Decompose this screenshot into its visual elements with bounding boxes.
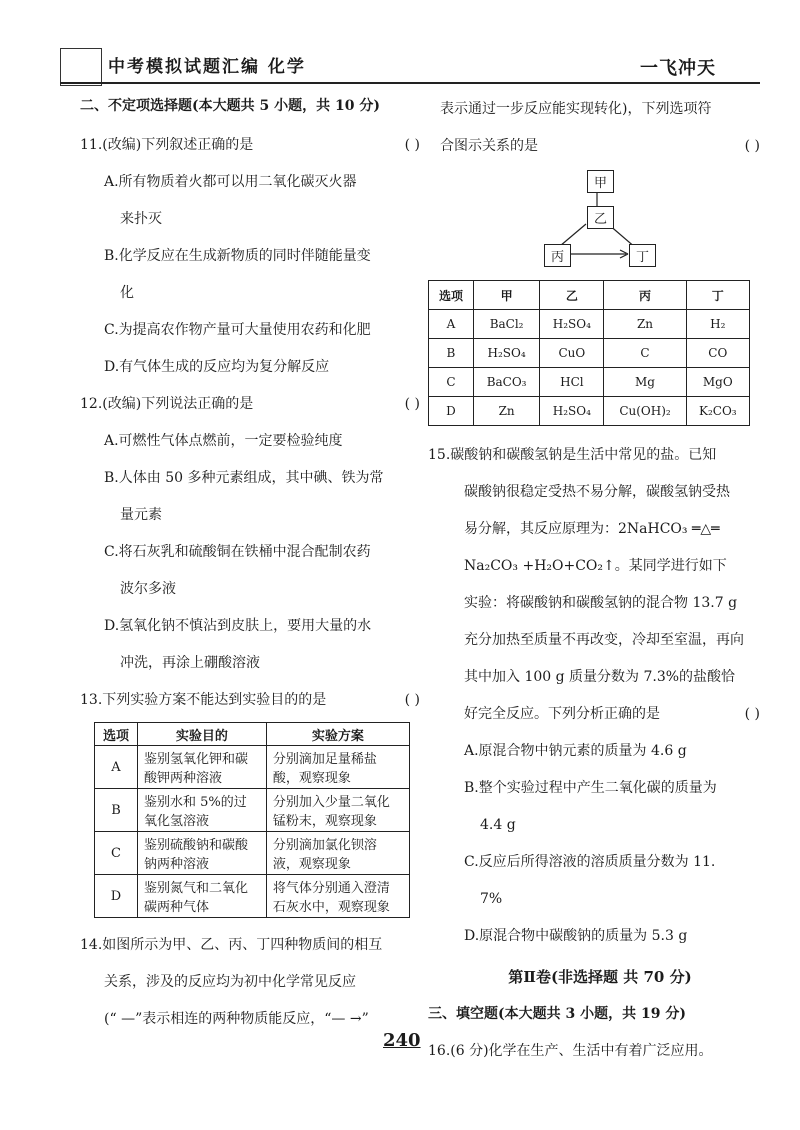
q12-stem: 12.(改编)下列说法正确的是 bbox=[80, 396, 254, 412]
q13-table-header bbox=[95, 723, 410, 746]
table-cell: MgO bbox=[686, 368, 749, 397]
q13-goal-cont: 氧化氢溶液 bbox=[144, 814, 210, 829]
q13-goal-cont: 碳两种气体 bbox=[144, 900, 210, 915]
q11-option-c: C.为提高农作物产量可大量使用农药和化肥 bbox=[104, 322, 371, 338]
table-row bbox=[429, 339, 750, 368]
question-12 bbox=[80, 389, 420, 679]
table-row bbox=[95, 875, 410, 918]
q11-option-b: B.化学反应在生成新物质的同时伴随能量变 bbox=[104, 248, 371, 264]
table-cell: BaCO₃ bbox=[473, 368, 539, 397]
q13-goal-cont: 钠两种溶液 bbox=[144, 857, 210, 872]
diagram-node-bing: 丙 bbox=[544, 244, 571, 267]
q13-plan: 将气体分别通入澄清 bbox=[272, 881, 390, 896]
diagram-node-jia: 甲 bbox=[587, 170, 614, 193]
q15-line-7: 其中加入 100 g 质量分数为 7.3%的盐酸恰 bbox=[464, 669, 736, 685]
q14-line-2: 关系，涉及的反应均为初中化学常见反应 bbox=[104, 974, 356, 990]
q12-option-a: A.可燃性气体点燃前，一定要检验纯度 bbox=[104, 433, 343, 449]
q12-option-d-cont: 冲洗，再涂上硼酸溶液 bbox=[120, 655, 260, 671]
q15-line-8: 好完全反应。下列分析正确的是 bbox=[464, 706, 660, 722]
q13-goal: 鉴别水和 5%的过 bbox=[144, 795, 247, 810]
q11-stem: 11.(改编)下列叙述正确的是 bbox=[80, 137, 254, 153]
section-2-title: 二、不定项选择题(本大题共 5 小题，共 10 分) bbox=[80, 98, 380, 114]
table-cell: A bbox=[429, 310, 474, 339]
table-cell: C bbox=[604, 339, 686, 368]
q15-line-2: 碳酸钠很稳定受热不易分解，碳酸氢钠受热 bbox=[464, 484, 730, 500]
table-row bbox=[429, 310, 750, 339]
q15-line-5: 实验：将碳酸钠和碳酸氢钠的混合物 13.7 g bbox=[464, 595, 738, 611]
q13-plan-cont: 酸，观察现象 bbox=[272, 771, 351, 786]
q13-goal: 鉴别硫酸钠和碳酸 bbox=[144, 838, 249, 853]
left-column bbox=[80, 94, 420, 1041]
q14-header-bing: 丙 bbox=[604, 281, 686, 310]
q12-option-c: C.将石灰乳和硫酸铜在铁桶中混合配制农药 bbox=[104, 544, 371, 560]
q13-plan-cont: 液，观察现象 bbox=[272, 857, 351, 872]
q14-answer-bracket: ( ) bbox=[744, 138, 760, 154]
table-row bbox=[429, 397, 750, 426]
q11-option-a-cont: 来扑灭 bbox=[120, 211, 162, 227]
q15-option-c: C.反应后所得溶液的溶质质量分数为 11. bbox=[464, 854, 716, 870]
table-cell: CuO bbox=[540, 339, 604, 368]
q14-line-4: 表示通过一步反应能实现转化)，下列选项符 bbox=[440, 101, 712, 117]
table-cell: H₂SO₄ bbox=[540, 310, 604, 339]
q13-row-option: A bbox=[95, 746, 138, 789]
table-cell: HCl bbox=[540, 368, 604, 397]
q14-line-1: 14.如图所示为甲、乙、丙、丁四种物质间的相互 bbox=[80, 937, 383, 953]
q12-option-c-cont: 波尔多液 bbox=[120, 581, 176, 597]
q13-goal: 鉴别氢氧化钾和碳 bbox=[144, 752, 249, 767]
table-cell: Cu(OH)₂ bbox=[604, 397, 686, 426]
q15-option-d: D.原混合物中碳酸钠的质量为 5.3 g bbox=[464, 928, 688, 944]
q12-option-d: D.氢氧化钠不慎沾到皮肤上，要用大量的水 bbox=[104, 618, 372, 634]
diagram-node-yi: 乙 bbox=[587, 206, 614, 229]
table-cell: C bbox=[429, 368, 474, 397]
right-column bbox=[428, 94, 760, 1073]
page-number: 240 bbox=[383, 1030, 421, 1051]
q14-table-header bbox=[429, 281, 750, 310]
q13-plan: 分别滴加足量稀盐 bbox=[272, 752, 377, 767]
q14-header-jia: 甲 bbox=[473, 281, 539, 310]
header-brand: 一飞冲天 bbox=[640, 58, 716, 79]
q14-diagram bbox=[440, 168, 760, 280]
section-3-title: 三、填空题(本大题共 3 小题，共 19 分) bbox=[428, 1006, 686, 1022]
table-row bbox=[95, 832, 410, 875]
table-cell: K₂CO₃ bbox=[686, 397, 749, 426]
table-cell: H₂SO₄ bbox=[473, 339, 539, 368]
q13-plan: 分别滴加氯化钡溶 bbox=[272, 838, 377, 853]
table-cell: Zn bbox=[604, 310, 686, 339]
q13-answer-bracket: ( ) bbox=[404, 692, 420, 708]
q13-header-option: 选项 bbox=[95, 723, 138, 746]
q14-line-5: 合图示关系的是 bbox=[440, 138, 538, 154]
q13-row-option: D bbox=[95, 875, 138, 918]
q13-header-plan: 实验方案 bbox=[266, 723, 409, 746]
header-logo bbox=[60, 48, 102, 86]
table-cell: H₂SO₄ bbox=[540, 397, 604, 426]
q15-line-4: Na₂CO₃ +H₂O+CO₂↑。某同学进行如下 bbox=[464, 558, 727, 574]
question-11 bbox=[80, 130, 420, 383]
table-cell: D bbox=[429, 397, 474, 426]
question-14-start bbox=[80, 930, 420, 1035]
q15-option-c-cont: 7% bbox=[480, 891, 503, 907]
q15-answer-bracket: ( ) bbox=[744, 706, 760, 722]
q11-option-d: D.有气体生成的反应均为复分解反应 bbox=[104, 359, 330, 375]
table-cell: BaCl₂ bbox=[473, 310, 539, 339]
table-row bbox=[95, 746, 410, 789]
q14-table bbox=[428, 280, 750, 426]
header-title: 中考模拟试题汇编 化学 bbox=[108, 57, 306, 77]
q11-option-a: A.所有物质着火都可以用二氧化碳灭火器 bbox=[104, 174, 357, 190]
question-15 bbox=[428, 440, 760, 952]
table-cell: Zn bbox=[473, 397, 539, 426]
header-rule bbox=[60, 82, 760, 84]
part-2-title: 第Ⅱ卷(非选择题 共 70 分) bbox=[508, 968, 692, 986]
q16-stem: 16.(6 分)化学在生产、生活中有着广泛应用。 bbox=[428, 1043, 713, 1059]
q12-answer-bracket: ( ) bbox=[404, 396, 420, 412]
q15-line-6: 充分加热至质量不再改变，冷却至室温，再向 bbox=[464, 632, 744, 648]
q12-option-b-cont: 量元素 bbox=[120, 507, 162, 523]
q13-header-goal: 实验目的 bbox=[138, 723, 267, 746]
table-cell: B bbox=[429, 339, 474, 368]
q13-plan-cont: 石灰水中，观察现象 bbox=[272, 900, 390, 915]
table-cell: Mg bbox=[604, 368, 686, 397]
q15-line-3: 易分解，其反应原理为：2NaHCO₃ ═△═ bbox=[464, 521, 720, 537]
q15-option-b: B.整个实验过程中产生二氧化碳的质量为 bbox=[464, 780, 717, 796]
q13-goal-cont: 酸钾两种溶液 bbox=[144, 771, 223, 786]
q15-option-b-cont: 4.4 g bbox=[480, 817, 516, 833]
q13-stem: 13.下列实验方案不能达到实验目的的是 bbox=[80, 692, 327, 708]
q15-option-a: A.原混合物中钠元素的质量为 4.6 g bbox=[464, 743, 687, 759]
q13-plan: 分别加入少量二氧化 bbox=[272, 795, 390, 810]
question-13 bbox=[80, 685, 420, 918]
q14-header-yi: 乙 bbox=[540, 281, 604, 310]
q12-option-b: B.人体由 50 多种元素组成，其中碘、铁为常 bbox=[104, 470, 384, 486]
q13-row-option: B bbox=[95, 789, 138, 832]
q13-table bbox=[94, 722, 410, 918]
diagram-node-ding: 丁 bbox=[629, 244, 656, 267]
q11-option-b-cont: 化 bbox=[120, 285, 134, 301]
table-cell: H₂ bbox=[686, 310, 749, 339]
q13-goal: 鉴别氮气和二氧化 bbox=[144, 881, 249, 896]
table-row bbox=[429, 368, 750, 397]
q14-header-ding: 丁 bbox=[686, 281, 749, 310]
q14-line-3: (“ —”表示相连的两种物质能反应，“— →” bbox=[104, 1011, 369, 1027]
q11-answer-bracket: ( ) bbox=[404, 137, 420, 153]
table-row bbox=[95, 789, 410, 832]
q15-line-1: 15.碳酸钠和碳酸氢钠是生活中常见的盐。已知 bbox=[428, 447, 717, 463]
q13-row-option: C bbox=[95, 832, 138, 875]
table-cell: CO bbox=[686, 339, 749, 368]
q13-plan-cont: 锰粉末，观察现象 bbox=[272, 814, 377, 829]
q14-header-option: 选项 bbox=[429, 281, 474, 310]
